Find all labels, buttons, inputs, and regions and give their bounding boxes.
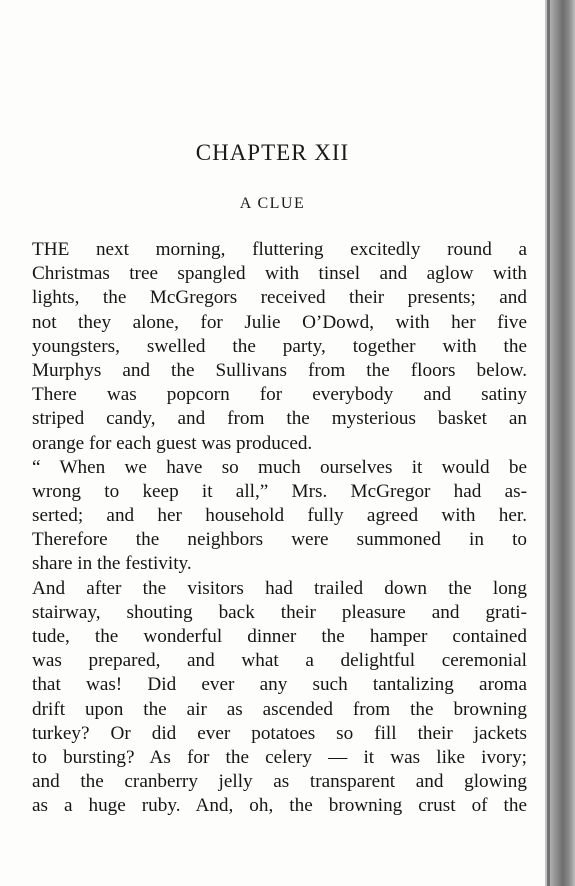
text-line: THE next morning, fluttering excitedly round a (32, 239, 527, 260)
text-line: orange for each guest was produced. (32, 432, 313, 454)
text-line: “ When we have so much ourselves it would be (32, 456, 527, 478)
text-line: wrong to keep it all,” Mrs. McGregor had as- (32, 480, 527, 502)
text-line: serted; and her household fully agreed with her. (32, 505, 527, 527)
text-line: striped candy, and from the mysterious basket an (32, 408, 527, 430)
page-binding-edge (545, 0, 575, 886)
paragraph-1 (32, 238, 527, 456)
text-line: drift upon the air as ascended from the browning (32, 698, 527, 720)
text-line: Murphys and the Sullivans from the floors below. (32, 359, 527, 381)
text-line: to bursting? As for the celery — it was like ivory; (32, 746, 527, 768)
paragraph-2 (32, 456, 527, 577)
text-line: Therefore the neighbors were summoned in to (32, 529, 527, 551)
paragraph-3 (32, 577, 527, 819)
text-line: and the cranberry jelly as transparent and glowing (32, 771, 527, 793)
text-line: youngsters, swelled the party, together with the (32, 335, 527, 357)
chapter-subtitle: A CLUE (239, 195, 306, 212)
text-line: lights, the McGregors received their presents; and (32, 287, 527, 309)
chapter-body (32, 238, 527, 819)
text-line: not they alone, for Julie O’Dowd, with her five (32, 311, 527, 333)
text-line: was prepared, and what a delightful ceremonial (32, 650, 527, 672)
text-line: Christmas tree spangled with tinsel and aglow with (32, 263, 527, 285)
text-line: stairway, shouting back their pleasure and grati- (32, 601, 527, 623)
text-line: that was! Did ever any such tantalizing aroma (32, 674, 527, 696)
text-line: And after the visitors had trailed down the long (32, 577, 527, 599)
text-line: as a huge ruby. And, oh, the browning crust of the (32, 795, 527, 817)
text-line: There was popcorn for everybody and satiny (32, 384, 527, 406)
text-line: tude, the wonderful dinner the hamper contained (32, 626, 527, 647)
chapter-title: CHAPTER XII (195, 140, 350, 165)
text-line: turkey? Or did ever potatoes so fill their jackets (32, 722, 527, 744)
text-line: share in the festivity. (32, 553, 192, 575)
